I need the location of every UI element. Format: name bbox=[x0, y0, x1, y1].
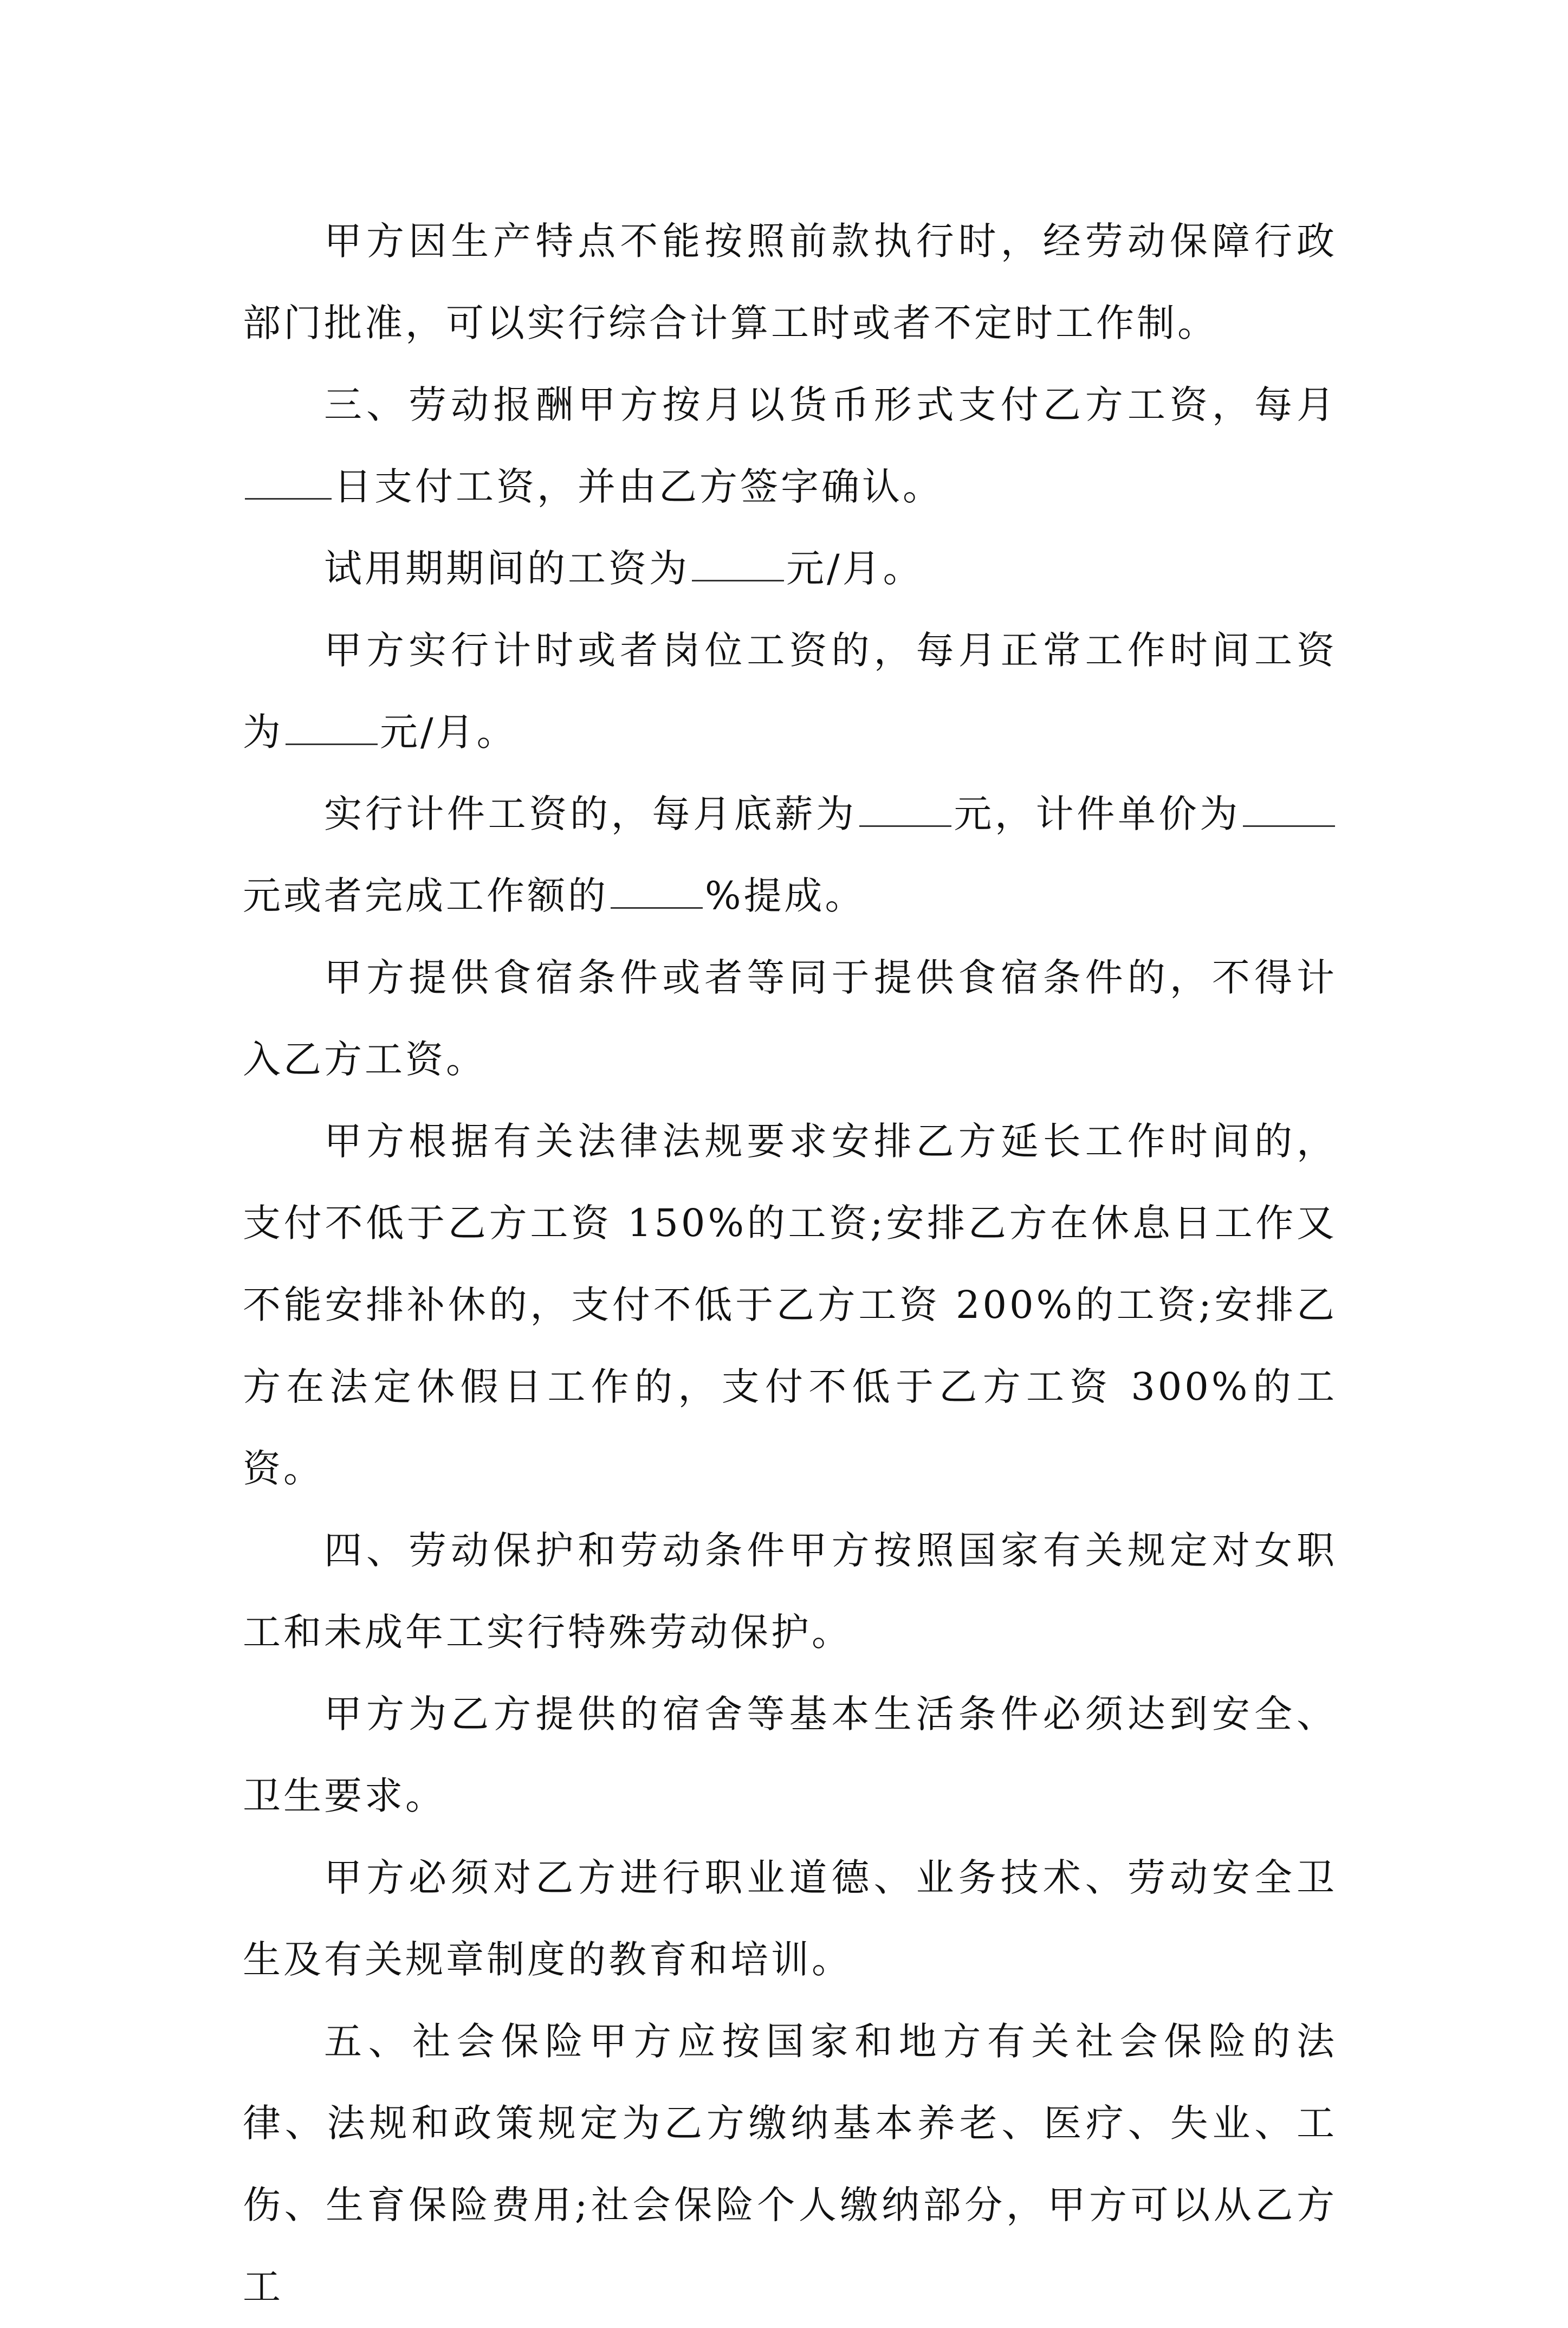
paragraph-text: %提成。 bbox=[705, 874, 866, 918]
paragraph-text: 日支付工资，并由乙方签字确认。 bbox=[334, 464, 943, 509]
paragraph-piece-wage bbox=[243, 773, 1337, 937]
paragraph-time-wage bbox=[243, 610, 1337, 773]
paragraph-text: 元，计件单价为 bbox=[953, 792, 1241, 836]
paragraph-labor-protection bbox=[243, 1510, 1337, 1673]
paragraph-dormitory bbox=[243, 1673, 1337, 1837]
paragraph-text: 甲方必须对乙方进行职业道德、业务技术、劳动安全卫生及有关规章制度的教育和培训。 bbox=[243, 1855, 1337, 1982]
blank-line bbox=[859, 794, 951, 827]
paragraph-probation-wage bbox=[243, 528, 1337, 610]
paragraph-overtime-pay bbox=[243, 1101, 1337, 1510]
paragraph-text: 实行计件工资的，每月底薪为 bbox=[324, 792, 857, 836]
paragraph-text: 甲方因生产特点不能按照前款执行时，经劳动保障行政部门批准，可以实行综合计算工时或者不定时工作制。 bbox=[243, 219, 1337, 345]
paragraph-text: 甲方实行计时或者岗位工资的，每月正常工作时间工资为 bbox=[243, 628, 1337, 754]
paragraph-social-insurance bbox=[243, 2001, 1337, 2328]
paragraph-text: 三、劳动报酬甲方按月以货币形式支付乙方工资，每月 bbox=[324, 383, 1337, 427]
paragraph-text: 甲方为乙方提供的宿舍等基本生活条件必须达到安全、卫生要求。 bbox=[243, 1692, 1337, 1818]
paragraph-text: 元或者完成工作额的 bbox=[243, 874, 608, 918]
paragraph-wages-payday bbox=[243, 364, 1337, 528]
paragraph-text: 试用期期间的工资为 bbox=[324, 546, 690, 591]
paragraph-working-hours-exception bbox=[243, 201, 1337, 364]
blank-line bbox=[1243, 794, 1335, 827]
document-body bbox=[243, 201, 1337, 2328]
blank-line bbox=[692, 548, 784, 581]
paragraph-text: 元/月。 bbox=[786, 546, 924, 591]
paragraph-room-board bbox=[243, 937, 1337, 1101]
blank-line bbox=[286, 712, 378, 745]
paragraph-text: 甲方提供食宿条件或者等同于提供食宿条件的，不得计入乙方工资。 bbox=[243, 955, 1337, 1082]
paragraph-training bbox=[243, 1837, 1337, 2001]
paragraph-text: 甲方根据有关法律法规要求安排乙方延长工作时间的，支付不低于乙方工资 150%的工资;安排乙方在休息日工作又不能安排补休的，支付不低于乙方工资 200%的工资;安排乙方在法定休假日工作的，支付不低于乙方工资 300%的工资。 bbox=[243, 1119, 1337, 1491]
paragraph-text: 元/月。 bbox=[380, 710, 517, 754]
paragraph-text: 五、社会保险甲方应按国家和地方有关社会保险的法律、法规和政策规定为乙方缴纳基本养老、医疗、失业、工伤、生育保险费用;社会保险个人缴纳部分，甲方可以从乙方工 bbox=[243, 2019, 1337, 2309]
blank-line bbox=[245, 467, 332, 500]
paragraph-text: 四、劳动保护和劳动条件甲方按照国家有关规定对女职工和未成年工实行特殊劳动保护。 bbox=[243, 1528, 1337, 1654]
blank-line bbox=[611, 876, 703, 909]
